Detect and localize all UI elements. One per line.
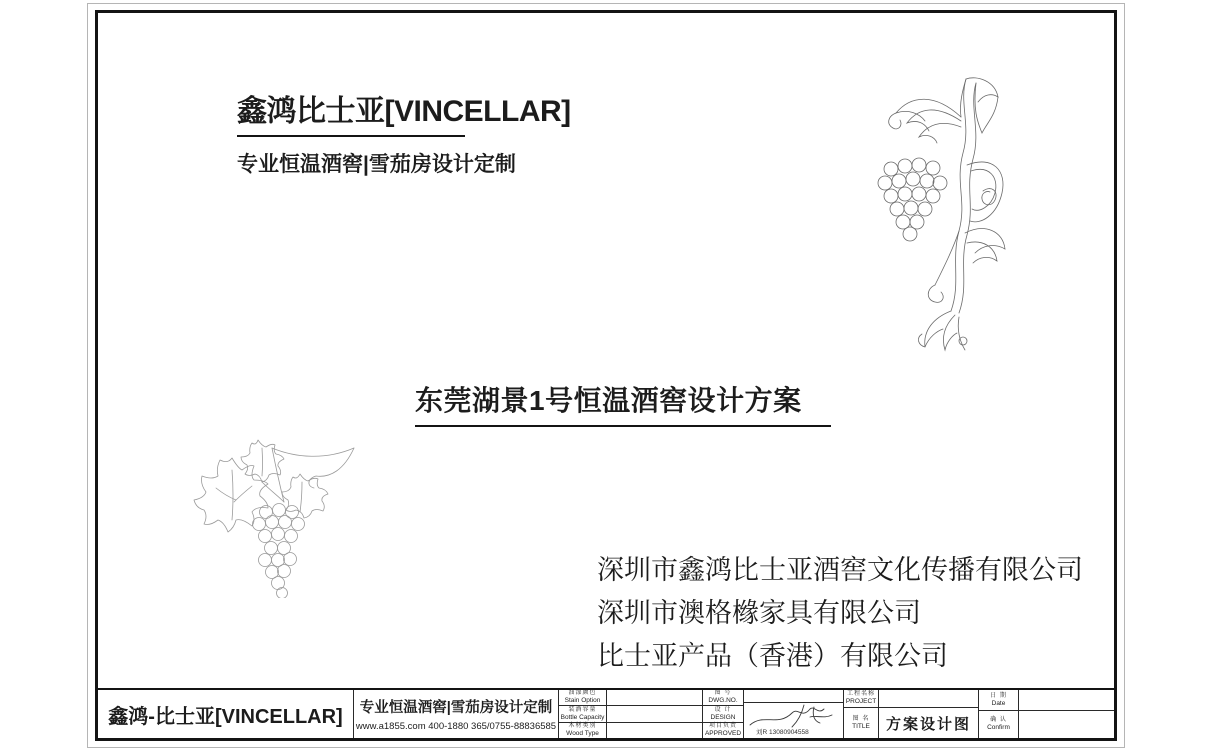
- project-label-column: [843, 690, 878, 738]
- titleblock-brand-cell: [98, 690, 353, 738]
- brand-underline: [237, 135, 465, 137]
- grape-acanthus-ornament: [863, 73, 1015, 363]
- company-list: [597, 549, 1083, 678]
- field-label-bottle-capacity: 装酒容量 Bottle Capacity: [560, 706, 605, 721]
- project-value-column: [878, 690, 978, 738]
- field-label-title: 图 名 TITLE: [844, 707, 878, 738]
- company-line: 比士亚产品（香港）有限公司: [597, 641, 948, 671]
- field-label-stain-option: 油漆颜色 Stain Option: [564, 690, 601, 705]
- company-line: 深圳市澳格橼家具有限公司: [597, 598, 921, 628]
- field-label-date: 日 期 Date: [990, 692, 1007, 707]
- field-label-project: 工程名称 PROJECT: [845, 691, 877, 706]
- field-value-date: [1019, 690, 1114, 710]
- field-value-project: [879, 690, 978, 707]
- page-title-underline: [415, 425, 831, 427]
- approval-value-column: [1018, 690, 1114, 738]
- titleblock-slogan-cell: [353, 690, 558, 738]
- grape-vine-sketch: [192, 426, 362, 603]
- field-value-dwg-no: [744, 690, 843, 702]
- titleblock-slogan: 专业恒温酒窖|雪茄房设计定制: [359, 700, 553, 716]
- field-label-wood-type: 木材类别 Wood Type: [559, 722, 606, 738]
- field-label-dwg-no: 图 号 DWG.NO.: [708, 690, 738, 705]
- field-value-stain-option: [607, 690, 702, 705]
- field-label-confirm: 确 认 Confirm: [979, 710, 1018, 738]
- grape-cluster-icon: [878, 158, 947, 241]
- approval-label-column: [978, 690, 1018, 738]
- brand-slogan: 专业恒温酒窖|雪茄房设计定制: [237, 153, 516, 176]
- field-label-approved: 项目负责 APPROVED: [704, 723, 742, 738]
- titleblock-contact: www.a1855.com 400-1880 365/0755-88836585: [355, 721, 557, 732]
- spec-value-column: [606, 690, 702, 738]
- grape-cluster-icon: [253, 504, 305, 599]
- sheet-title: 方案设计图: [879, 707, 978, 738]
- drawing-label-column: [702, 690, 743, 738]
- page-title: 东莞湖景1号恒温酒窖设计方案: [415, 385, 802, 416]
- designer-signature-cell: [744, 702, 843, 738]
- title-block: [98, 688, 1114, 738]
- field-label-design: 设 计 DESIGN: [703, 705, 743, 721]
- designer-name-phone: 刘R 13080904558: [756, 729, 809, 736]
- titleblock-brand: 鑫鸿-比士亚[VINCELLAR]: [108, 705, 343, 728]
- brand-name: 鑫鸿比士亚[VINCELLAR]: [237, 95, 571, 128]
- spec-label-column: [558, 690, 606, 738]
- field-value-wood-type: [607, 722, 702, 738]
- field-value-confirm: [1019, 710, 1114, 738]
- drawing-value-column: [743, 690, 843, 738]
- field-value-bottle-capacity: [607, 705, 702, 721]
- company-line: 深圳市鑫鸿比士亚酒窖文化传播有限公司: [597, 555, 1083, 585]
